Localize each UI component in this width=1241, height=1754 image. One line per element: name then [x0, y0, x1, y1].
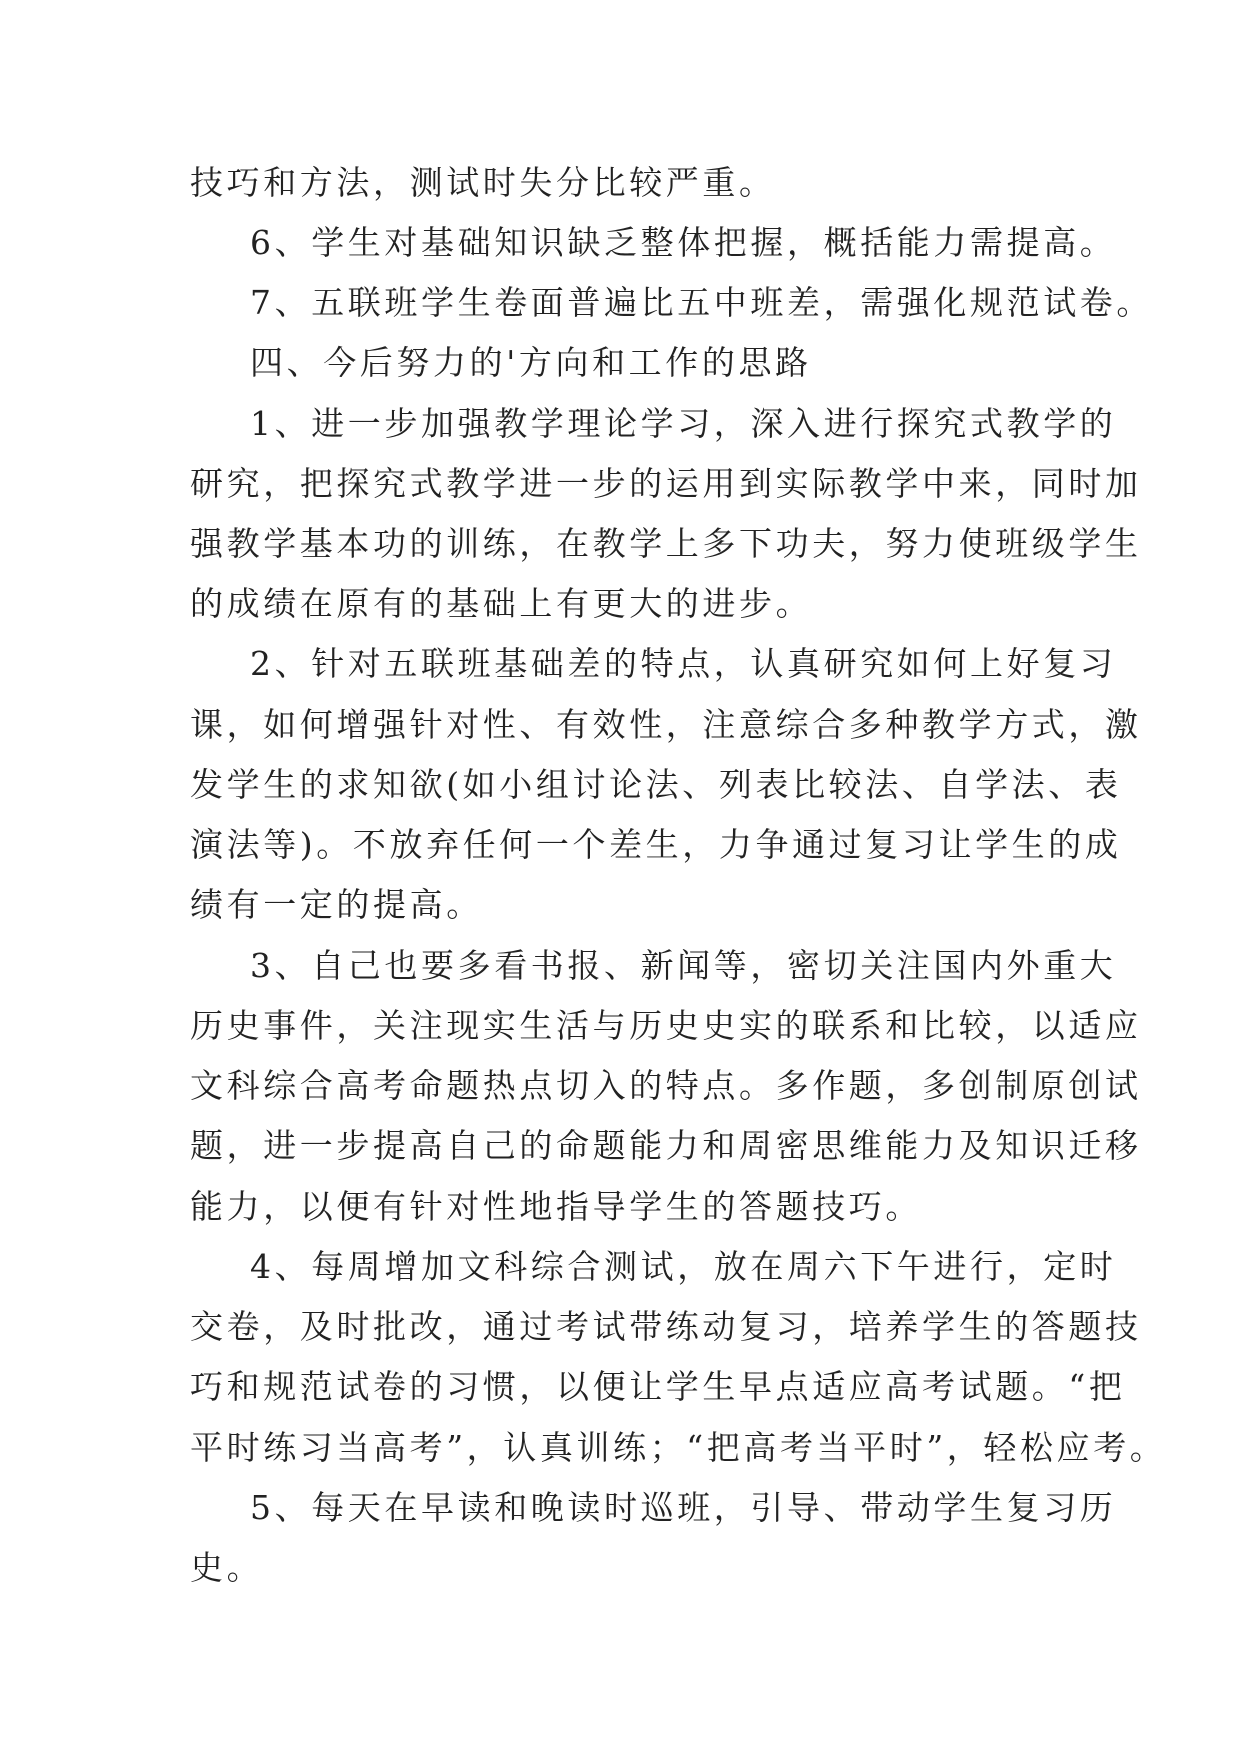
text-line: 文科综合高考命题热点切入的特点。多作题，多创制原创试: [190, 1066, 1142, 1105]
text-line: 演法等)。不放弃任何一个差生，力争通过复习让学生的成: [190, 825, 1122, 864]
text-line: 2、针对五联班基础差的特点，认真研究如何上好复习: [250, 644, 1117, 683]
text-line: 强教学基本功的训练，在教学上多下功夫，努力使班级学生: [190, 524, 1142, 563]
text-line: 6、学生对基础知识缺乏整体把握，概括能力需提高。: [250, 223, 1117, 262]
text-line: 平时练习当高考”，认真训练；“把高考当平时”，轻松应考。: [190, 1428, 1167, 1467]
section-heading: 四、今后努力的'方向和工作的思路: [250, 343, 812, 382]
text-line: 题，进一步提高自己的命题能力和周密思维能力及知识迁移: [190, 1126, 1142, 1165]
text-line: 交卷，及时批改，通过考试带练动复习，培养学生的答题技: [190, 1307, 1142, 1346]
text-line: 3、自己也要多看书报、新闻等，密切关注国内外重大: [250, 946, 1117, 985]
text-line: 课，如何增强针对性、有效性，注意综合多种教学方式，激: [190, 705, 1142, 744]
text-line: 技巧和方法，测试时失分比较严重。: [190, 163, 776, 202]
text-line: 能力，以便有针对性地指导学生的答题技巧。: [190, 1187, 922, 1226]
text-line: 的成绩在原有的基础上有更大的进步。: [190, 584, 813, 623]
text-line: 研究，把探究式教学进一步的运用到实际教学中来，同时加: [190, 464, 1142, 503]
text-line: 1、进一步加强教学理论学习，深入进行探究式教学的: [250, 404, 1117, 443]
text-line: 发学生的求知欲(如小组讨论法、列表比较法、自学法、表: [190, 765, 1122, 804]
text-line: 4、每周增加文科综合测试，放在周六下午进行，定时: [250, 1247, 1117, 1286]
text-line: 巧和规范试卷的习惯，以便让学生早点适应高考试题。“把: [190, 1367, 1126, 1406]
text-line: 史。: [190, 1548, 264, 1587]
text-line: 7、五联班学生卷面普遍比五中班差，需强化规范试卷。: [250, 283, 1153, 322]
text-line: 绩有一定的提高。: [190, 885, 483, 924]
text-line: 历史事件，关注现实生活与历史史实的联系和比较，以适应: [190, 1006, 1142, 1045]
text-line: 5、每天在早读和晚读时巡班，引导、带动学生复习历: [250, 1488, 1117, 1527]
